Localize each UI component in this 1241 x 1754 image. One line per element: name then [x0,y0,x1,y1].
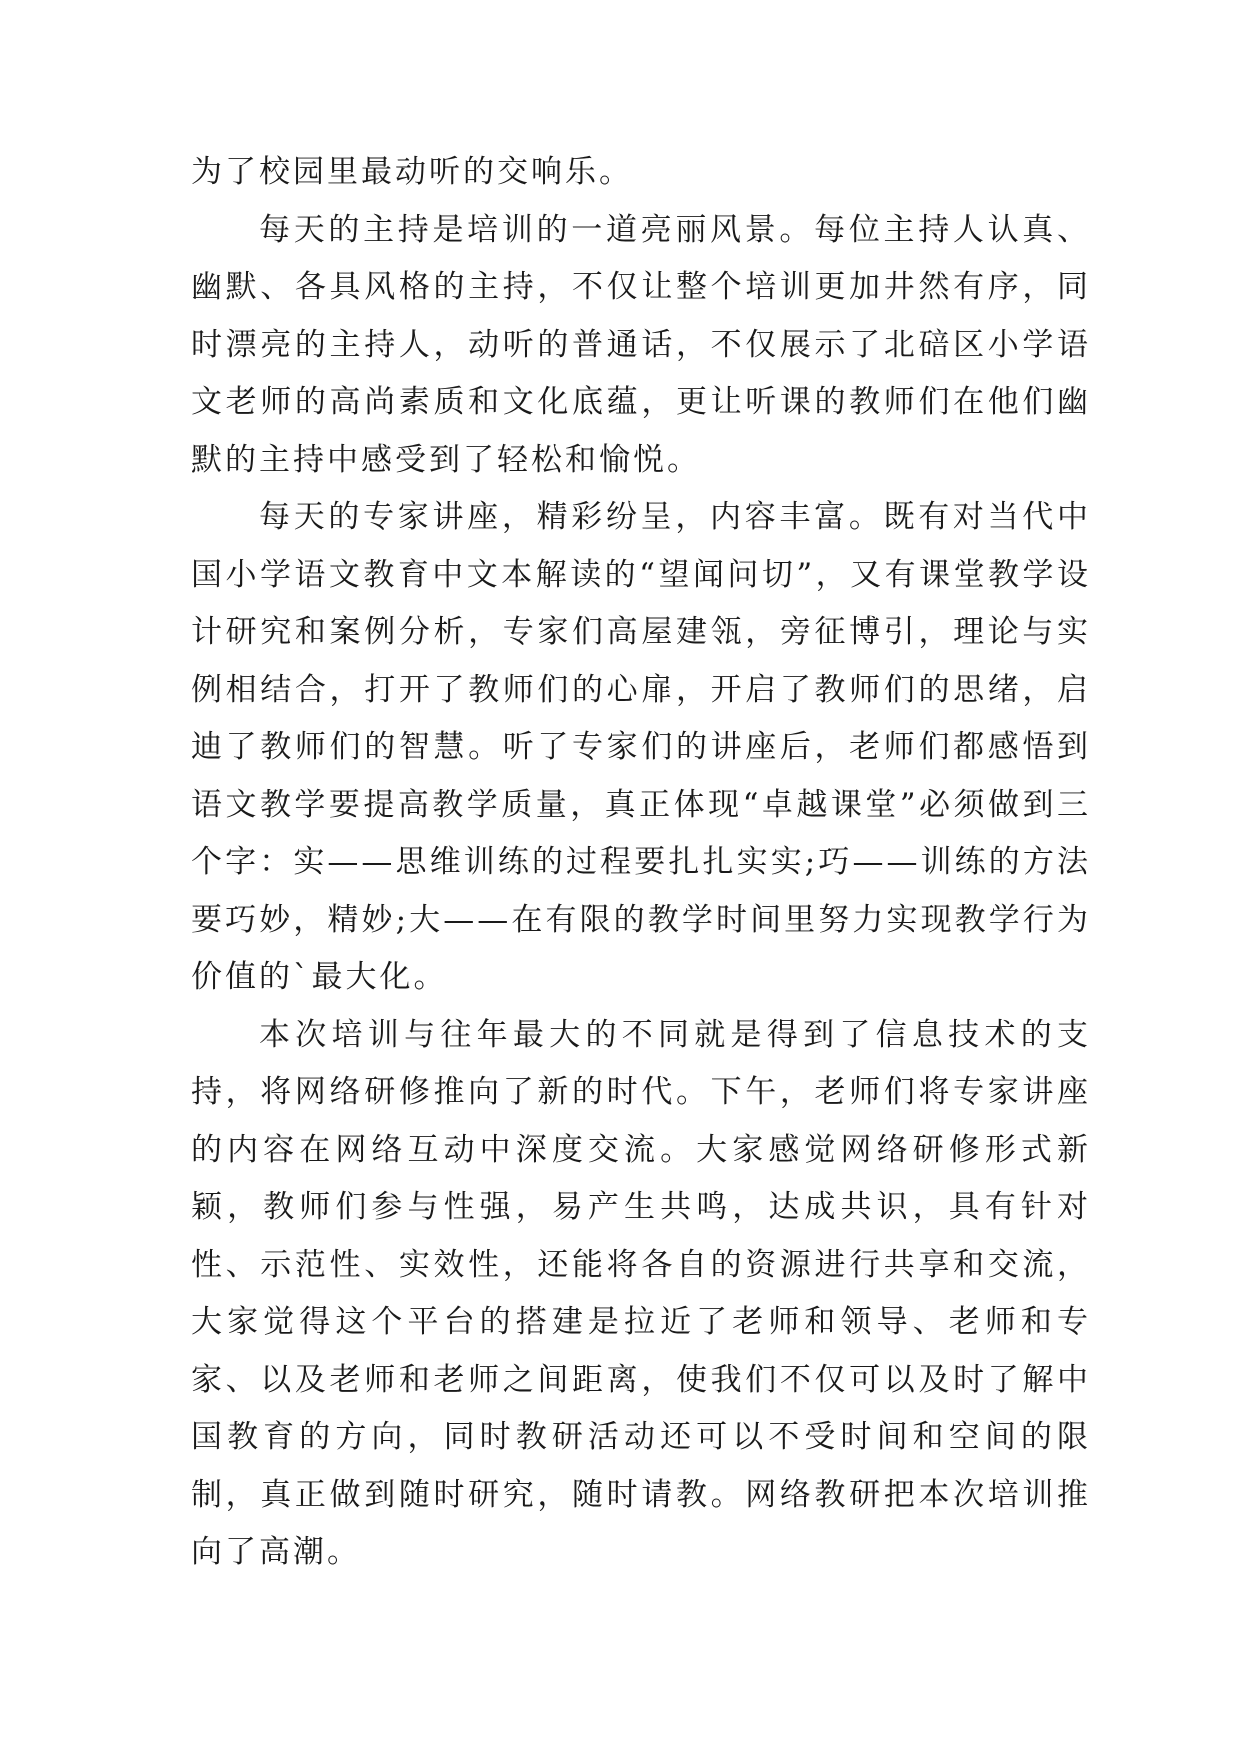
document-body [191,144,1091,1582]
paragraph-expert-lectures: 每天的专家讲座，精彩纷呈，内容丰富。既有对当代中国小学语文教育中文本解读的“望闻问切”，又有课堂教学设计研究和案例分析，专家们高屋建瓴，旁征博引，理论与实例相结合，打开了教师们的心扉，开启了教师们的思绪，启迪了教师们的智慧。听了专家们的讲座后，老师们都感悟到语文教学要提高教学质量，真正体现“卓越课堂”必须做到三个字：实——思维训练的过程要扎扎实实;巧——训练的方法要巧妙，精妙;大——在有限的教学时间里努力实现教学行为价值的`最大化。 [191,499,1091,995]
paragraph-hosting: 每天的主持是培训的一道亮丽风景。每位主持人认真、幽默、各具风格的主持，不仅让整个培训更加井然有序，同时漂亮的主持人，动听的普通话，不仅展示了北碚区小学语文老师的高尚素质和文化底蕴，更让听课的教师们在他们幽默的主持中感受到了轻松和愉悦。 [191,211,1091,478]
paragraph-online-training: 本次培训与往年最大的不同就是得到了信息技术的支持，将网络研修推向了新的时代。下午，老师们将专家讲座的内容在网络互动中深度交流。大家感觉网络研修形式新颖，教师们参与性强，易产生共鸣，达成共识，具有针对性、示范性、实效性，还能将各自的资源进行共享和交流，大家觉得这个平台的搭建是拉近了老师和领导、老师和专家、以及老师和老师之间距离，使我们不仅可以及时了解中国教育的方向，同时教研活动还可以不受时间和空间的限制，真正做到随时研究，随时请教。网络教研把本次培训推向了高潮。 [191,1016,1091,1570]
paragraph-continuation: 为了校园里最动听的交响乐。 [191,154,633,190]
